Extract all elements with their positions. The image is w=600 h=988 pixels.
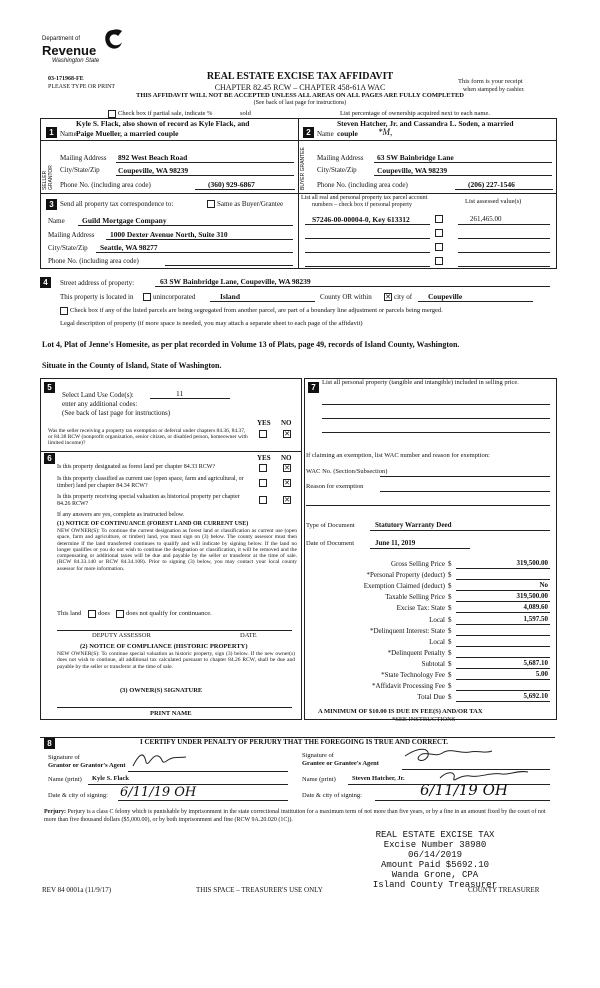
- grantee-name[interactable]: Steven Hatcher, Jr.: [352, 775, 405, 782]
- dor-logo: [42, 28, 127, 68]
- s5-yes-checkbox[interactable]: [259, 430, 267, 438]
- notice-continuance-title: (1) NOTICE OF CONTINUANCE (FOREST LAND OR CURRENT USE): [57, 521, 249, 527]
- tax-row-dollar: $: [448, 571, 452, 579]
- s5-yes-header: YES: [257, 419, 271, 427]
- parcel-header-2: numbers – check box if personal property: [312, 202, 412, 208]
- s5-no-header: NO: [281, 419, 292, 427]
- city-value[interactable]: Coupeville: [428, 292, 463, 301]
- parcel-4-checkbox[interactable]: [435, 257, 443, 265]
- tax-row-label: Gross Selling Price: [390, 560, 445, 568]
- seller-city[interactable]: Coupeville, WA 98239: [118, 166, 189, 175]
- form-chapter: CHAPTER 82.45 RCW – CHAPTER 458-61A WAC: [214, 83, 386, 92]
- this-land-label: This land: [57, 610, 82, 617]
- parcel-3-checkbox[interactable]: [435, 243, 443, 251]
- tax-row-value[interactable]: 1,597.50: [523, 615, 548, 623]
- grantor-name[interactable]: Kyle S. Flack: [92, 775, 130, 782]
- s6-q2: Is this property classified as current use (open space, farm and agricultural, or timber) land per chapter 84.34 RCW?: [57, 476, 244, 489]
- land-does-not-checkbox[interactable]: [116, 610, 124, 618]
- grantee-sig-label-1: Signature of: [302, 752, 334, 759]
- city-of-label: city of: [394, 293, 413, 301]
- tax-row-dollar: $: [448, 593, 452, 601]
- city-of-checkbox[interactable]: ✕: [385, 293, 391, 301]
- grantee-date-label: Date & city of signing:: [302, 792, 362, 799]
- tax-row-underline: [456, 568, 550, 569]
- tax-row-underline: [456, 690, 550, 691]
- s5-question: Was the seller receiving a property tax exemption or deferral under chapters 84.36, 84.37, or 84.38 RCW (nonprofit organization, senior citizen, or disabled person, homeowner with limited income)?: [48, 428, 248, 446]
- tax-row-dollar: $: [448, 582, 452, 590]
- stamp-line-3: 06/14/2019: [407, 850, 462, 860]
- print-name-label: PRINT NAME: [150, 710, 192, 717]
- corr-name-label: Name: [48, 217, 65, 225]
- unincorporated-checkbox[interactable]: [143, 293, 151, 301]
- form-warning: THIS AFFIDAVIT WILL NOT BE ACCEPTED UNLESS ALL AREAS ON ALL PAGES ARE FULLY COMPLETED: [136, 92, 464, 99]
- s5-no-checkbox[interactable]: ✕: [284, 430, 290, 438]
- land-use-label: Select Land Use Code(s):: [62, 391, 134, 399]
- same-as-buyer-label: Same as Buyer/Grantee: [217, 200, 284, 208]
- print-note: PLEASE TYPE OR PRINT: [48, 84, 116, 90]
- corr-mailing-label: Mailing Address: [48, 231, 95, 239]
- s6-q1-yes-checkbox[interactable]: [259, 464, 267, 472]
- section-6-number: 6: [44, 453, 55, 464]
- tax-row-label: *Personal Property (deduct): [366, 571, 445, 579]
- buyer-mailing-label: Mailing Address: [317, 154, 364, 162]
- s6-q2-no-checkbox[interactable]: ✕: [284, 479, 290, 487]
- tax-row-label: Total Due: [417, 693, 445, 701]
- tax-row-value[interactable]: 5,692.10: [523, 692, 548, 700]
- land-use-value[interactable]: 11: [176, 389, 184, 398]
- buyer-mailing[interactable]: 63 SW Bainbridge Lane: [377, 153, 454, 162]
- assessed-header: List assessed value(s): [465, 198, 522, 205]
- deputy-assessor-label: DEPUTY ASSESSOR: [92, 632, 151, 639]
- logo-swirl-icon: [102, 28, 124, 54]
- grantee-signature: [400, 744, 540, 786]
- section-3-number: 3: [46, 199, 57, 210]
- seller-city-label: City/State/Zip: [60, 166, 100, 174]
- parcel-number[interactable]: S7246-00-00004-0, Key 613312: [312, 215, 410, 224]
- certify-statement: I CERTIFY UNDER PENALTY OF PERJURY THAT THE FOREGOING IS TRUE AND CORRECT.: [140, 738, 449, 746]
- legal-description-line1: Lot 4, Plat of Jenne's Homesite, as per plat recorded in Volume 13 of Plats, page 49, records of Island County, Washington.: [42, 340, 460, 349]
- section-8-number: 8: [44, 738, 55, 749]
- land-does-not-label: does not qualify for continuance.: [126, 610, 212, 617]
- seller-name-line2: Paige Mueller, a married couple: [76, 129, 179, 138]
- s6-q2-yes-checkbox[interactable]: [259, 479, 267, 487]
- stamp-line-2: Excise Number 38980: [383, 840, 487, 850]
- grantor-signature: [130, 748, 220, 770]
- same-as-buyer-checkbox[interactable]: [207, 200, 215, 208]
- s6-if-yes: If any answers are yes, complete as instructed below.: [57, 512, 185, 518]
- deputy-date-label: DATE: [240, 632, 257, 639]
- doc-date-label: Date of Document: [306, 540, 355, 547]
- tax-row-underline: [456, 657, 550, 658]
- form-revision: REV 84 0001a (11/9/17): [42, 886, 112, 894]
- grantor-sig-label-1: Signature of: [48, 754, 80, 761]
- buyer-name-mark: *M,: [378, 127, 393, 137]
- buyer-side-label: BUYER GRANTEE: [300, 147, 306, 190]
- grantor-name-label: Name (print): [48, 776, 82, 783]
- tax-row-dollar: $: [448, 616, 452, 624]
- correspondence-send-label: Send all property tax correspondence to:: [60, 200, 174, 208]
- tax-row-dollar: $: [448, 682, 452, 690]
- perjury-label: Perjury:: [44, 809, 66, 815]
- form-id: 03-171968-FE: [48, 76, 84, 82]
- tax-row-label: Local: [429, 638, 445, 646]
- tax-row-dollar: $: [448, 638, 452, 646]
- tax-row-value[interactable]: 4,089.60: [523, 603, 548, 611]
- section-5-number: 5: [44, 382, 55, 393]
- logo-text-dept: Department of: [42, 36, 81, 42]
- seller-name-line1: Kyle S. Flack, also shown of record as Kyle Flack, and: [76, 119, 250, 128]
- corr-city-label: City/State/Zip: [48, 244, 88, 252]
- see-instructions: *SEE INSTRUCTIONS: [392, 716, 456, 723]
- tax-row-label: *Delinquent Interest: State: [369, 627, 445, 635]
- buyer-city[interactable]: Coupeville, WA 98239: [377, 166, 448, 175]
- located-label: This property is located in: [60, 293, 134, 301]
- tax-row-underline: [456, 601, 550, 602]
- county-or-within-label: County OR within: [320, 293, 372, 301]
- receipt-note-1: This form is your receipt: [458, 78, 523, 85]
- section-7-number: 7: [308, 382, 319, 393]
- additional-codes-label: enter any additional codes:: [62, 400, 138, 408]
- tax-row-value[interactable]: No: [539, 581, 548, 589]
- corr-mailing[interactable]: 1000 Dexter Avenue North, Suite 310: [110, 230, 228, 239]
- legal-description-label: Legal description of property (if more space is needed, you may attach a separate sheet to each page of the affidavit): [60, 320, 363, 327]
- s6-q3: Is this property receiving special valuation as historical property per chapter 84.26 RCW?: [57, 494, 240, 507]
- parcel-assessed[interactable]: 261,465.00: [470, 215, 502, 223]
- notice-compliance-title: (2) NOTICE OF COMPLIANCE (HISTORIC PROPERTY): [80, 643, 248, 650]
- tax-row-dollar: $: [448, 693, 452, 701]
- buyer-phone[interactable]: (206) 227-1546: [468, 180, 515, 189]
- treasurer-space: THIS SPACE – TREASURER'S USE ONLY: [196, 886, 323, 894]
- buyer-name-label: Name: [317, 130, 334, 138]
- corr-phone-label: Phone No. (including area code): [48, 257, 139, 265]
- tax-row-label: Excise Tax: State: [396, 604, 445, 612]
- stamp-line-5: Wanda Grone, CPA: [391, 870, 479, 880]
- street-address[interactable]: 63 SW Bainbridge Lane, Coupeville, WA 98239: [160, 277, 311, 286]
- tax-row-label: Local: [429, 616, 445, 624]
- partial-sale-sold: sold: [240, 110, 251, 117]
- perjury-note: [44, 808, 554, 824]
- tax-row-underline: [456, 679, 550, 680]
- buyer-phone-label: Phone No. (including area code): [317, 181, 408, 189]
- ownership-note: List percentage of ownership acquired next to each name.: [340, 110, 490, 117]
- tax-row-underline: [456, 635, 550, 636]
- legal-description-line2: Situate in the County of Island, State of Washington.: [42, 361, 222, 370]
- tax-row-dollar: $: [448, 560, 452, 568]
- tax-row-label: *Delinquent Penalty: [387, 649, 445, 657]
- partial-sale-checkbox[interactable]: [108, 110, 116, 118]
- treasurer-stamp: [350, 830, 520, 890]
- grantor-sig-label-2: Grantor or Grantor's Agent: [48, 762, 126, 769]
- seller-name-label: Name: [60, 130, 77, 138]
- tax-row-value[interactable]: 319,500.00: [516, 592, 548, 600]
- seller-mailing-label: Mailing Address: [60, 154, 107, 162]
- s6-q1-no-checkbox[interactable]: ✕: [284, 464, 290, 472]
- section-1-number: 1: [46, 127, 57, 138]
- land-does-label: does: [98, 610, 110, 617]
- personal-property-label: List all personal property (tangible and intangible) included in selling price.: [322, 379, 519, 386]
- tax-row-underline: [456, 646, 550, 647]
- s6-no-header: NO: [281, 454, 292, 462]
- tax-row-label: Exemption Claimed (deduct): [363, 582, 445, 590]
- grantor-date-label: Date & city of signing:: [48, 792, 108, 799]
- seller-phone-label: Phone No. (including area code): [60, 181, 151, 189]
- tax-row-underline: [456, 624, 550, 625]
- exemption-label: If claiming an exemption, list WAC number and reason for exemption:: [306, 452, 490, 459]
- seller-phone[interactable]: (360) 929-6867: [208, 180, 255, 189]
- buyer-name-line1: Steven Hatcher, Jr. and Cassandra L. Soden, a married: [337, 119, 514, 128]
- tax-row-underline: [456, 590, 550, 591]
- buyer-name-line2: couple: [337, 129, 358, 138]
- parcel-header-1: List all real and personal property tax parcel account: [301, 195, 428, 201]
- tax-row-label: Subtotal: [421, 660, 445, 668]
- street-label: Street address of property:: [60, 279, 135, 287]
- wac-label: WAC No. (Section/Subsection): [306, 468, 388, 475]
- tax-row-value[interactable]: 5.00: [535, 670, 548, 678]
- see-back-note: (See back of last page for instructions): [253, 100, 347, 106]
- doc-date[interactable]: June 11, 2019: [375, 539, 416, 547]
- tax-row-underline: [456, 579, 550, 580]
- tax-row-underline: [456, 612, 550, 613]
- land-does-checkbox[interactable]: [88, 610, 96, 618]
- s6-yes-header: YES: [257, 454, 271, 462]
- logo-text-state: Washington State: [52, 58, 100, 64]
- logo-text-revenue: Revenue: [42, 43, 97, 58]
- seller-mailing[interactable]: 892 West Beach Road: [118, 153, 188, 162]
- grantee-name-label: Name (print): [302, 776, 336, 783]
- seller-side-label: SELLER GRANTOR: [42, 165, 54, 190]
- s6-q1: Is this property designated as forest land per chapter 84.33 RCW?: [57, 464, 216, 470]
- corr-city[interactable]: Seattle, WA 98277: [100, 243, 158, 252]
- form-title: REAL ESTATE EXCISE TAX AFFIDAVIT: [206, 71, 394, 82]
- notice-compliance-text: NEW OWNER(S): To continue special valuation as historic property, sign (3) below. If the new owner(s) does not wish to continue, all additional tax calculated pursuant to chapter 84.26 RCW, shall be due and payable by the seller or transferor at the time of sale.: [57, 651, 295, 670]
- stamp-line-6: Island County Treasurer: [372, 880, 498, 890]
- corr-name[interactable]: Guild Mortgage Company: [82, 216, 167, 225]
- segregated-checkbox[interactable]: [60, 307, 68, 315]
- grantor-date[interactable]: 6/11/19 OH: [120, 785, 197, 800]
- parcel-2-checkbox[interactable]: [435, 229, 443, 237]
- owner-signature-label: (3) OWNER(S) SIGNATURE: [120, 687, 203, 694]
- tax-row-dollar: $: [448, 627, 452, 635]
- tax-row-dollar: $: [448, 604, 452, 612]
- grantee-date[interactable]: 6/11/19 OH: [420, 781, 508, 799]
- county-value[interactable]: Island: [220, 292, 241, 301]
- s6-q3-yes-checkbox[interactable]: [259, 496, 267, 504]
- section-4-number: 4: [40, 277, 51, 288]
- exemption-reason-label: Reason for exemption: [306, 483, 364, 490]
- tax-row-underline: [456, 701, 550, 702]
- perjury-text: Perjury is a class C felony which is punishable by imprisonment in the state correctional institution for a maximum term of not more than five years, or by a fine in an amount fixed by the court of not more than five thousand dollars ($5,000.00), or by both imprisonment and fine (RCW 9A.20.020 (1C)).: [44, 809, 546, 823]
- tax-row-value[interactable]: 319,500.00: [516, 559, 548, 567]
- tax-row-label: Taxable Selling Price: [385, 593, 445, 601]
- parcel-1-checkbox[interactable]: [435, 215, 443, 223]
- tax-row-underline: [456, 668, 550, 669]
- tax-row-dollar: $: [448, 649, 452, 657]
- tax-row-value[interactable]: 5,687.10: [523, 659, 548, 667]
- stamp-line-4: Amount Paid $5692.10: [380, 860, 490, 870]
- receipt-note-2: when stamped by cashier.: [463, 87, 525, 93]
- grantee-sig-label-2: Grantee or Grantee's Agent: [302, 760, 379, 767]
- s5-see-back: (See back of last page for instructions): [62, 409, 171, 417]
- county-treasurer: COUNTY TREASURER: [468, 886, 540, 894]
- notice-continuance-text: NEW OWNER(S): To continue the current designation as forest land or classification as current use (open space, farm and agriculture, or timber) land, you must sign on (3) below. The county assessor must then determine if the land transferred continues to qualify and will indicate by signing below. If the land no longer qualifies or you do not wish to continue the designation or classification, it will be removed and the compensating or additional taxes will be due and payable by the seller or transferor at the time of sale. (RCW 84.33.140 or RCW 84.34.108). Prior to signing (3) below, you may contact your local county assessor for more information.: [57, 528, 297, 572]
- doc-type-label: Type of Document: [306, 522, 355, 529]
- doc-type[interactable]: Statutory Warranty Deed: [375, 521, 452, 529]
- minimum-fee-note: A MINIMUM OF $10.00 IS DUE IN FEE(S) AND/OR TAX: [318, 708, 483, 715]
- segregated-label: Check box if any of the listed parcels are being segregated from another parcel, are part of a boundary line adjustment or parcels being merged.: [70, 307, 443, 314]
- tax-row-dollar: $: [448, 671, 452, 679]
- stamp-line-1: REAL ESTATE EXCISE TAX: [375, 830, 495, 840]
- unincorporated-label: unincorporated: [153, 293, 196, 301]
- partial-sale-label: Check box if partial sale, indicate %: [118, 110, 213, 117]
- tax-row-label: *State Technology Fee: [381, 671, 445, 679]
- tax-row-dollar: $: [448, 660, 452, 668]
- buyer-city-label: City/State/Zip: [317, 166, 357, 174]
- tax-row-label: *Affidavit Processing Fee: [372, 682, 445, 690]
- s6-q3-no-checkbox[interactable]: ✕: [284, 496, 290, 504]
- section-2-number: 2: [303, 127, 314, 138]
